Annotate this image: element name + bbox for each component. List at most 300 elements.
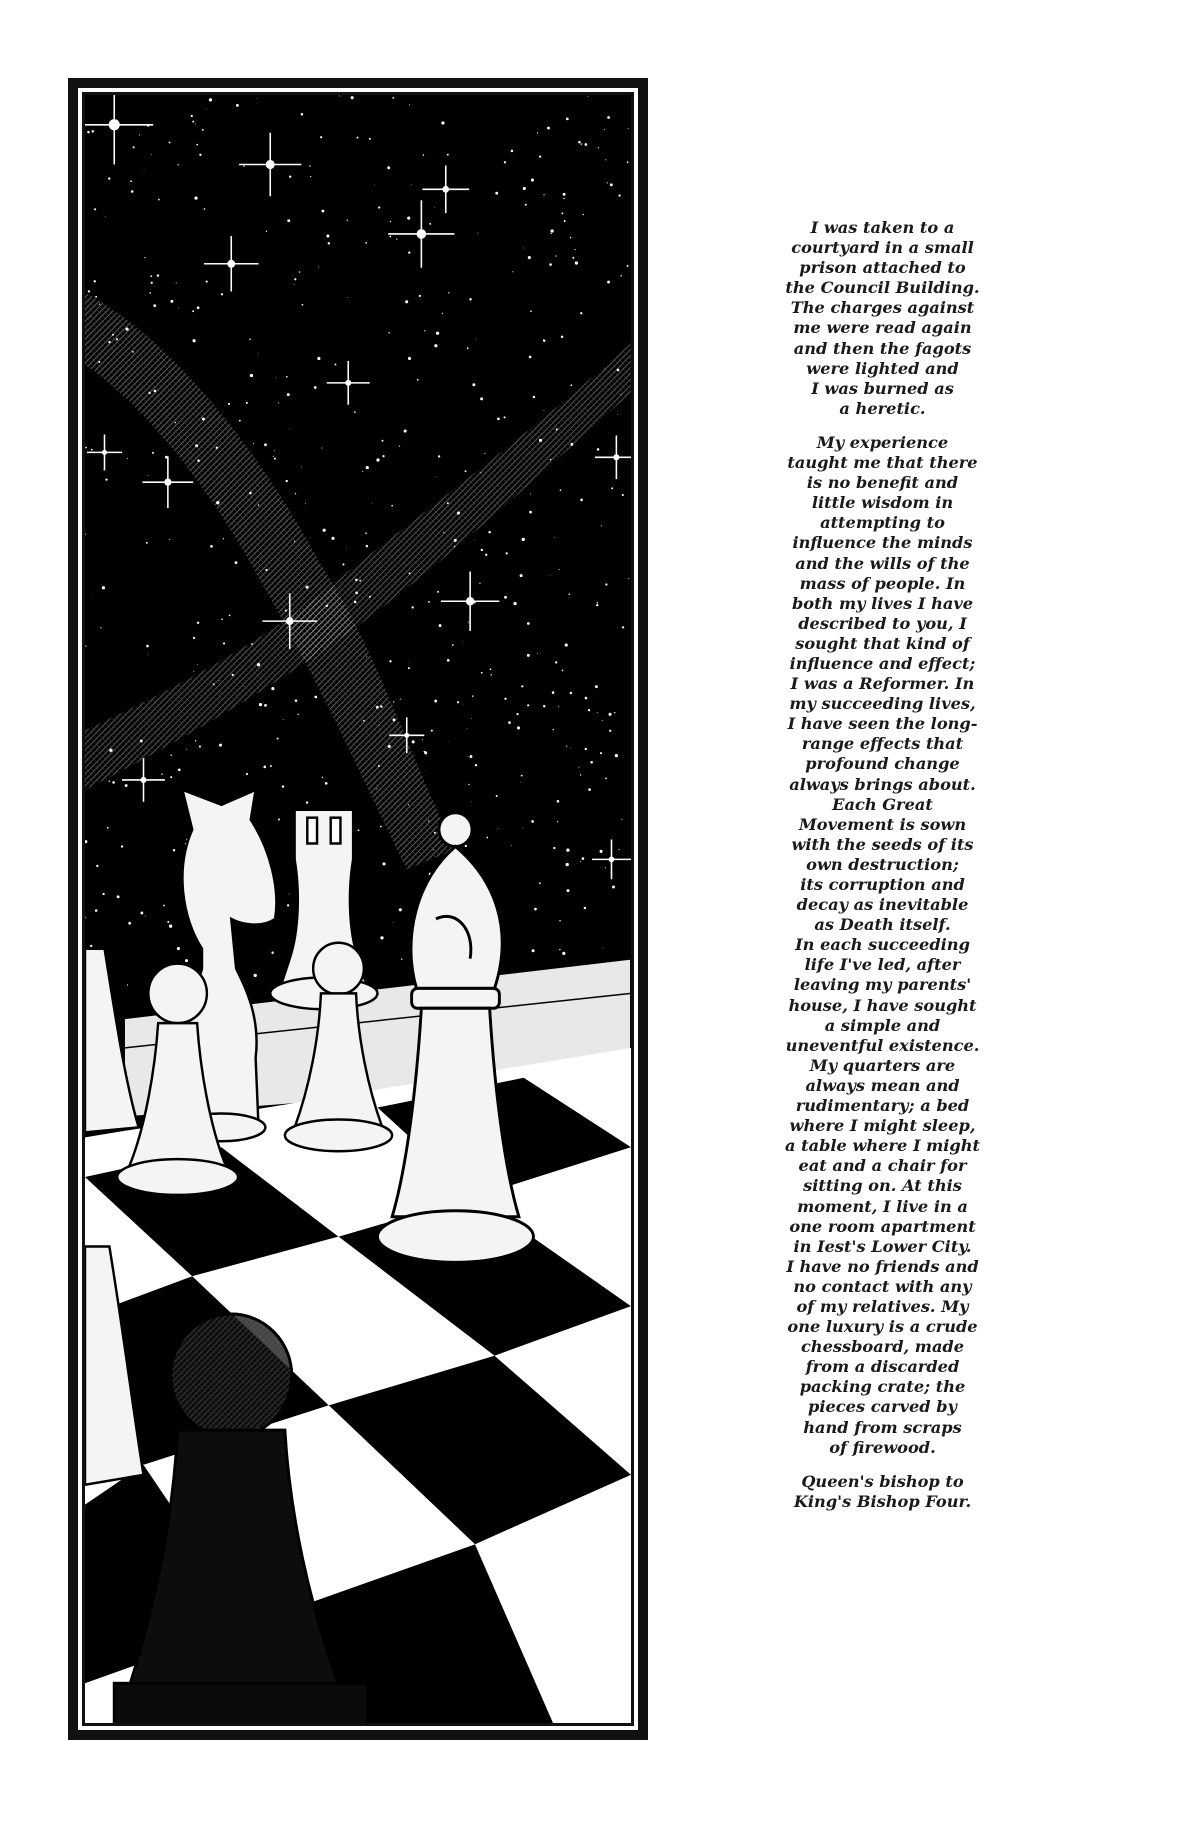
star: [527, 704, 529, 706]
narration-line: influence the minds: [792, 533, 973, 553]
star: [192, 339, 195, 342]
star: [447, 502, 449, 504]
star: [175, 422, 176, 424]
star: [146, 542, 148, 544]
star: [419, 295, 421, 297]
star: [537, 132, 538, 133]
star: [306, 586, 309, 589]
narration-line: King's Bishop Four.: [793, 1491, 972, 1511]
narration-line: hand from scraps: [803, 1417, 962, 1437]
star: [409, 572, 411, 574]
narration-line: me were read again: [793, 318, 972, 338]
star: [491, 674, 492, 675]
star: [363, 720, 365, 722]
star: [472, 383, 475, 386]
star: [528, 256, 531, 259]
star: [605, 867, 606, 868]
star: [265, 569, 267, 571]
star: [108, 341, 110, 343]
star: [95, 909, 98, 912]
star: [617, 369, 620, 372]
star: [204, 208, 206, 210]
star: [429, 223, 431, 225]
star: [497, 417, 500, 420]
narration-line: no contact with any: [793, 1276, 972, 1296]
star: [580, 312, 582, 314]
star: [588, 709, 590, 711]
star: [570, 384, 572, 386]
narration-line: where I might sleep,: [789, 1116, 976, 1136]
star: [91, 449, 93, 451]
star: [563, 193, 566, 196]
narration-line: its corruption and: [800, 875, 965, 894]
star: [366, 545, 368, 548]
star: [504, 161, 506, 163]
star: [289, 176, 291, 178]
star: [533, 396, 535, 399]
star: [486, 837, 488, 839]
star: [154, 390, 157, 393]
star: [90, 316, 91, 317]
star: [191, 115, 193, 117]
star: [570, 237, 572, 239]
star: [206, 281, 208, 283]
star: [570, 692, 572, 694]
star: [256, 98, 257, 99]
star: [202, 418, 205, 421]
star: [331, 537, 334, 540]
illustration-frame: [82, 92, 634, 1726]
star: [282, 785, 284, 787]
star: [600, 752, 602, 754]
star: [496, 795, 498, 797]
star: [378, 765, 380, 767]
star: [447, 154, 449, 156]
star: [441, 121, 444, 124]
star: [314, 696, 317, 699]
star: [196, 144, 198, 146]
star: [130, 180, 132, 182]
star: [380, 936, 383, 939]
star: [532, 949, 535, 952]
star: [393, 701, 394, 702]
star: [88, 290, 90, 292]
star: [484, 453, 485, 454]
star: [523, 248, 524, 249]
star: [442, 313, 443, 314]
star: [621, 394, 622, 395]
star: [95, 296, 97, 298]
star: [552, 691, 555, 694]
narration-line: a simple and: [824, 1015, 941, 1035]
star: [125, 327, 128, 330]
star: [504, 416, 506, 418]
star: [559, 569, 560, 570]
star: [249, 492, 252, 495]
star: [622, 494, 624, 496]
star: [522, 538, 525, 541]
narration-line: always mean and: [805, 1075, 960, 1095]
star: [457, 701, 459, 703]
narration-line: I was taken to a: [810, 218, 955, 237]
star: [178, 307, 179, 308]
star: [404, 429, 407, 432]
star: [199, 154, 201, 156]
star: [380, 705, 382, 707]
narration-text: [770, 218, 995, 1526]
narration-line: I was a Reformer. In: [790, 674, 975, 694]
star: [105, 479, 107, 481]
star: [369, 596, 371, 598]
star: [314, 386, 317, 389]
star: [127, 458, 128, 459]
star: [428, 821, 429, 822]
narration-line: taught me that there: [787, 453, 978, 473]
star: [253, 443, 254, 444]
star: [392, 97, 394, 99]
star: [321, 447, 322, 448]
star: [578, 767, 579, 768]
star: [289, 893, 290, 894]
star: [530, 310, 532, 312]
star: [285, 610, 287, 612]
star: [610, 183, 613, 186]
narration-line: always brings about.: [789, 774, 976, 794]
star: [275, 377, 276, 378]
star: [562, 670, 564, 672]
star: [513, 602, 516, 605]
star: [522, 828, 523, 829]
star: [389, 660, 391, 662]
star: [449, 742, 450, 743]
star: [322, 777, 323, 778]
narration-paragraph: [770, 218, 995, 419]
star: [178, 768, 181, 771]
star: [366, 466, 369, 469]
star: [422, 739, 423, 740]
star: [274, 450, 275, 451]
star: [423, 154, 425, 156]
star: [622, 626, 624, 628]
star: [382, 455, 384, 457]
star: [193, 637, 195, 639]
star: [527, 654, 530, 657]
star: [587, 96, 588, 97]
star: [297, 714, 298, 715]
star: [310, 176, 311, 177]
star: [219, 744, 222, 747]
star: [302, 304, 304, 306]
star: [596, 604, 598, 606]
star: [557, 800, 560, 803]
narration-line: attempting to: [820, 513, 945, 533]
star: [561, 335, 563, 338]
star: [235, 561, 238, 564]
star: [100, 627, 101, 628]
star: [580, 143, 582, 145]
star: [387, 166, 390, 169]
star: [219, 680, 220, 681]
narration-line: sought that kind of: [795, 633, 970, 653]
narration-line: Queen's bishop to: [801, 1471, 964, 1491]
star: [567, 889, 570, 892]
star: [566, 746, 567, 747]
narration-line: little wisdom in: [811, 493, 954, 513]
star: [161, 773, 162, 774]
narration-line: prison attached to: [799, 258, 966, 278]
star: [566, 848, 569, 851]
star: [495, 192, 498, 195]
star: [270, 765, 272, 767]
star: [153, 304, 156, 307]
star: [294, 278, 296, 280]
star: [597, 448, 600, 451]
star: [405, 300, 408, 303]
star: [621, 275, 622, 276]
star: [617, 414, 618, 415]
star: [565, 643, 568, 646]
star: [481, 672, 483, 674]
star: [566, 863, 569, 866]
star: [289, 429, 290, 430]
star: [477, 233, 478, 234]
star: [151, 282, 153, 284]
star: [408, 251, 410, 253]
star: [619, 849, 620, 850]
star: [210, 545, 213, 548]
star: [424, 330, 425, 331]
star: [454, 539, 457, 542]
star: [209, 98, 212, 101]
star: [274, 458, 276, 460]
star: [543, 194, 544, 195]
star: [295, 493, 296, 494]
star: [286, 480, 288, 482]
star: [195, 123, 196, 124]
star: [223, 642, 225, 644]
star: [362, 471, 363, 472]
star: [408, 804, 409, 805]
star: [354, 411, 356, 413]
star: [580, 499, 583, 502]
star: [438, 455, 440, 457]
star: [105, 216, 106, 217]
star: [85, 447, 87, 449]
star: [463, 641, 464, 642]
star: [125, 784, 128, 787]
star: [271, 687, 274, 690]
star: [562, 952, 565, 955]
star: [169, 539, 170, 540]
narration-line: rudimentary; a bed: [795, 1096, 970, 1116]
star: [374, 185, 375, 186]
star: [569, 593, 571, 595]
star: [163, 905, 165, 907]
star: [614, 712, 615, 713]
star: [229, 614, 231, 616]
star: [520, 574, 523, 577]
star: [511, 845, 512, 846]
star: [481, 549, 483, 551]
star: [325, 782, 328, 785]
star: [559, 920, 560, 922]
star: [468, 784, 469, 785]
star: [480, 397, 483, 400]
star: [604, 369, 605, 370]
narration-line: courtyard in a small: [791, 238, 974, 258]
star: [351, 96, 354, 99]
star: [550, 575, 551, 576]
narration-line: both my lives I have: [791, 593, 974, 613]
star: [436, 477, 437, 478]
star: [409, 662, 410, 663]
star: [396, 239, 397, 240]
star: [516, 713, 518, 715]
star: [355, 579, 358, 582]
narration-line: house, I have sought: [788, 995, 977, 1015]
star: [504, 698, 506, 700]
star: [145, 916, 146, 917]
star: [258, 354, 259, 355]
star: [504, 596, 507, 599]
star: [98, 361, 100, 363]
star: [283, 719, 284, 720]
star: [534, 908, 537, 911]
star: [321, 210, 324, 213]
star: [277, 738, 279, 740]
narration-line: described to you, I: [798, 613, 967, 633]
star: [468, 622, 469, 623]
star: [564, 220, 566, 222]
star: [595, 685, 598, 688]
star: [471, 801, 472, 802]
star: [603, 948, 604, 949]
star: [607, 116, 610, 119]
narration-line: uneventful existence.: [785, 1035, 980, 1055]
star: [94, 280, 96, 282]
star: [170, 300, 173, 303]
star: [559, 949, 560, 950]
narration-line: I was burned as: [811, 378, 954, 398]
star: [378, 725, 379, 726]
star: [358, 829, 360, 831]
star: [428, 601, 430, 603]
narration-line: Movement is sown: [798, 814, 967, 834]
star: [554, 537, 555, 538]
star: [547, 127, 550, 130]
star: [173, 849, 175, 851]
narration-line: own destruction;: [806, 854, 959, 874]
star: [550, 229, 553, 232]
star: [148, 392, 150, 394]
star: [615, 754, 618, 757]
star: [506, 552, 508, 554]
star: [177, 164, 178, 165]
star: [585, 748, 587, 750]
star: [169, 924, 172, 927]
star: [543, 410, 544, 411]
star: [475, 540, 476, 541]
narration-line: a heretic.: [839, 398, 926, 418]
star: [523, 187, 526, 190]
star: [167, 921, 169, 923]
star: [555, 255, 556, 256]
star: [588, 788, 591, 791]
star: [150, 275, 152, 277]
star: [286, 376, 288, 378]
star: [354, 601, 357, 604]
narration-line: and the wills of the: [795, 553, 970, 573]
star: [409, 104, 410, 105]
star: [246, 773, 248, 775]
star: [605, 583, 607, 585]
star: [264, 704, 267, 707]
star: [553, 729, 554, 730]
star: [393, 922, 394, 923]
star: [317, 357, 320, 360]
star: [366, 656, 367, 657]
star: [570, 443, 573, 446]
star: [490, 668, 492, 670]
star: [400, 699, 401, 700]
narration-paragraph: [770, 433, 995, 1458]
narration-line: my succeeding lives,: [789, 694, 976, 714]
star: [305, 503, 306, 504]
star: [85, 646, 86, 647]
star: [144, 257, 145, 258]
star: [169, 141, 171, 143]
star: [628, 128, 629, 129]
star: [376, 706, 379, 709]
star: [244, 686, 245, 687]
narration-line: from a discarded: [805, 1357, 960, 1377]
star: [259, 703, 262, 706]
narration-line: packing crate; the: [799, 1377, 966, 1397]
star: [382, 862, 385, 865]
star: [621, 819, 622, 820]
star: [194, 196, 197, 199]
star: [412, 740, 415, 743]
star: [278, 818, 280, 820]
narration-line: as Death itself.: [814, 915, 951, 935]
star: [498, 828, 499, 829]
star: [133, 146, 135, 148]
illustration-panel: [68, 78, 648, 1740]
star: [102, 586, 105, 589]
star: [543, 340, 545, 342]
narration-line: one luxury is a crude: [787, 1317, 978, 1337]
narration-line: mass of people. In: [799, 573, 966, 593]
star: [372, 503, 373, 504]
star: [549, 263, 552, 266]
star: [92, 130, 94, 132]
star: [326, 235, 329, 238]
chess-starfield-illustration: [85, 95, 631, 1723]
star: [517, 726, 520, 729]
star: [216, 501, 219, 504]
star: [93, 595, 94, 596]
star: [448, 292, 449, 293]
star: [294, 541, 295, 542]
star: [411, 184, 412, 185]
star: [320, 136, 322, 138]
star: [199, 746, 201, 748]
star: [553, 847, 555, 849]
star: [380, 826, 382, 828]
star: [467, 728, 468, 729]
star: [434, 344, 437, 347]
star: [107, 827, 109, 829]
